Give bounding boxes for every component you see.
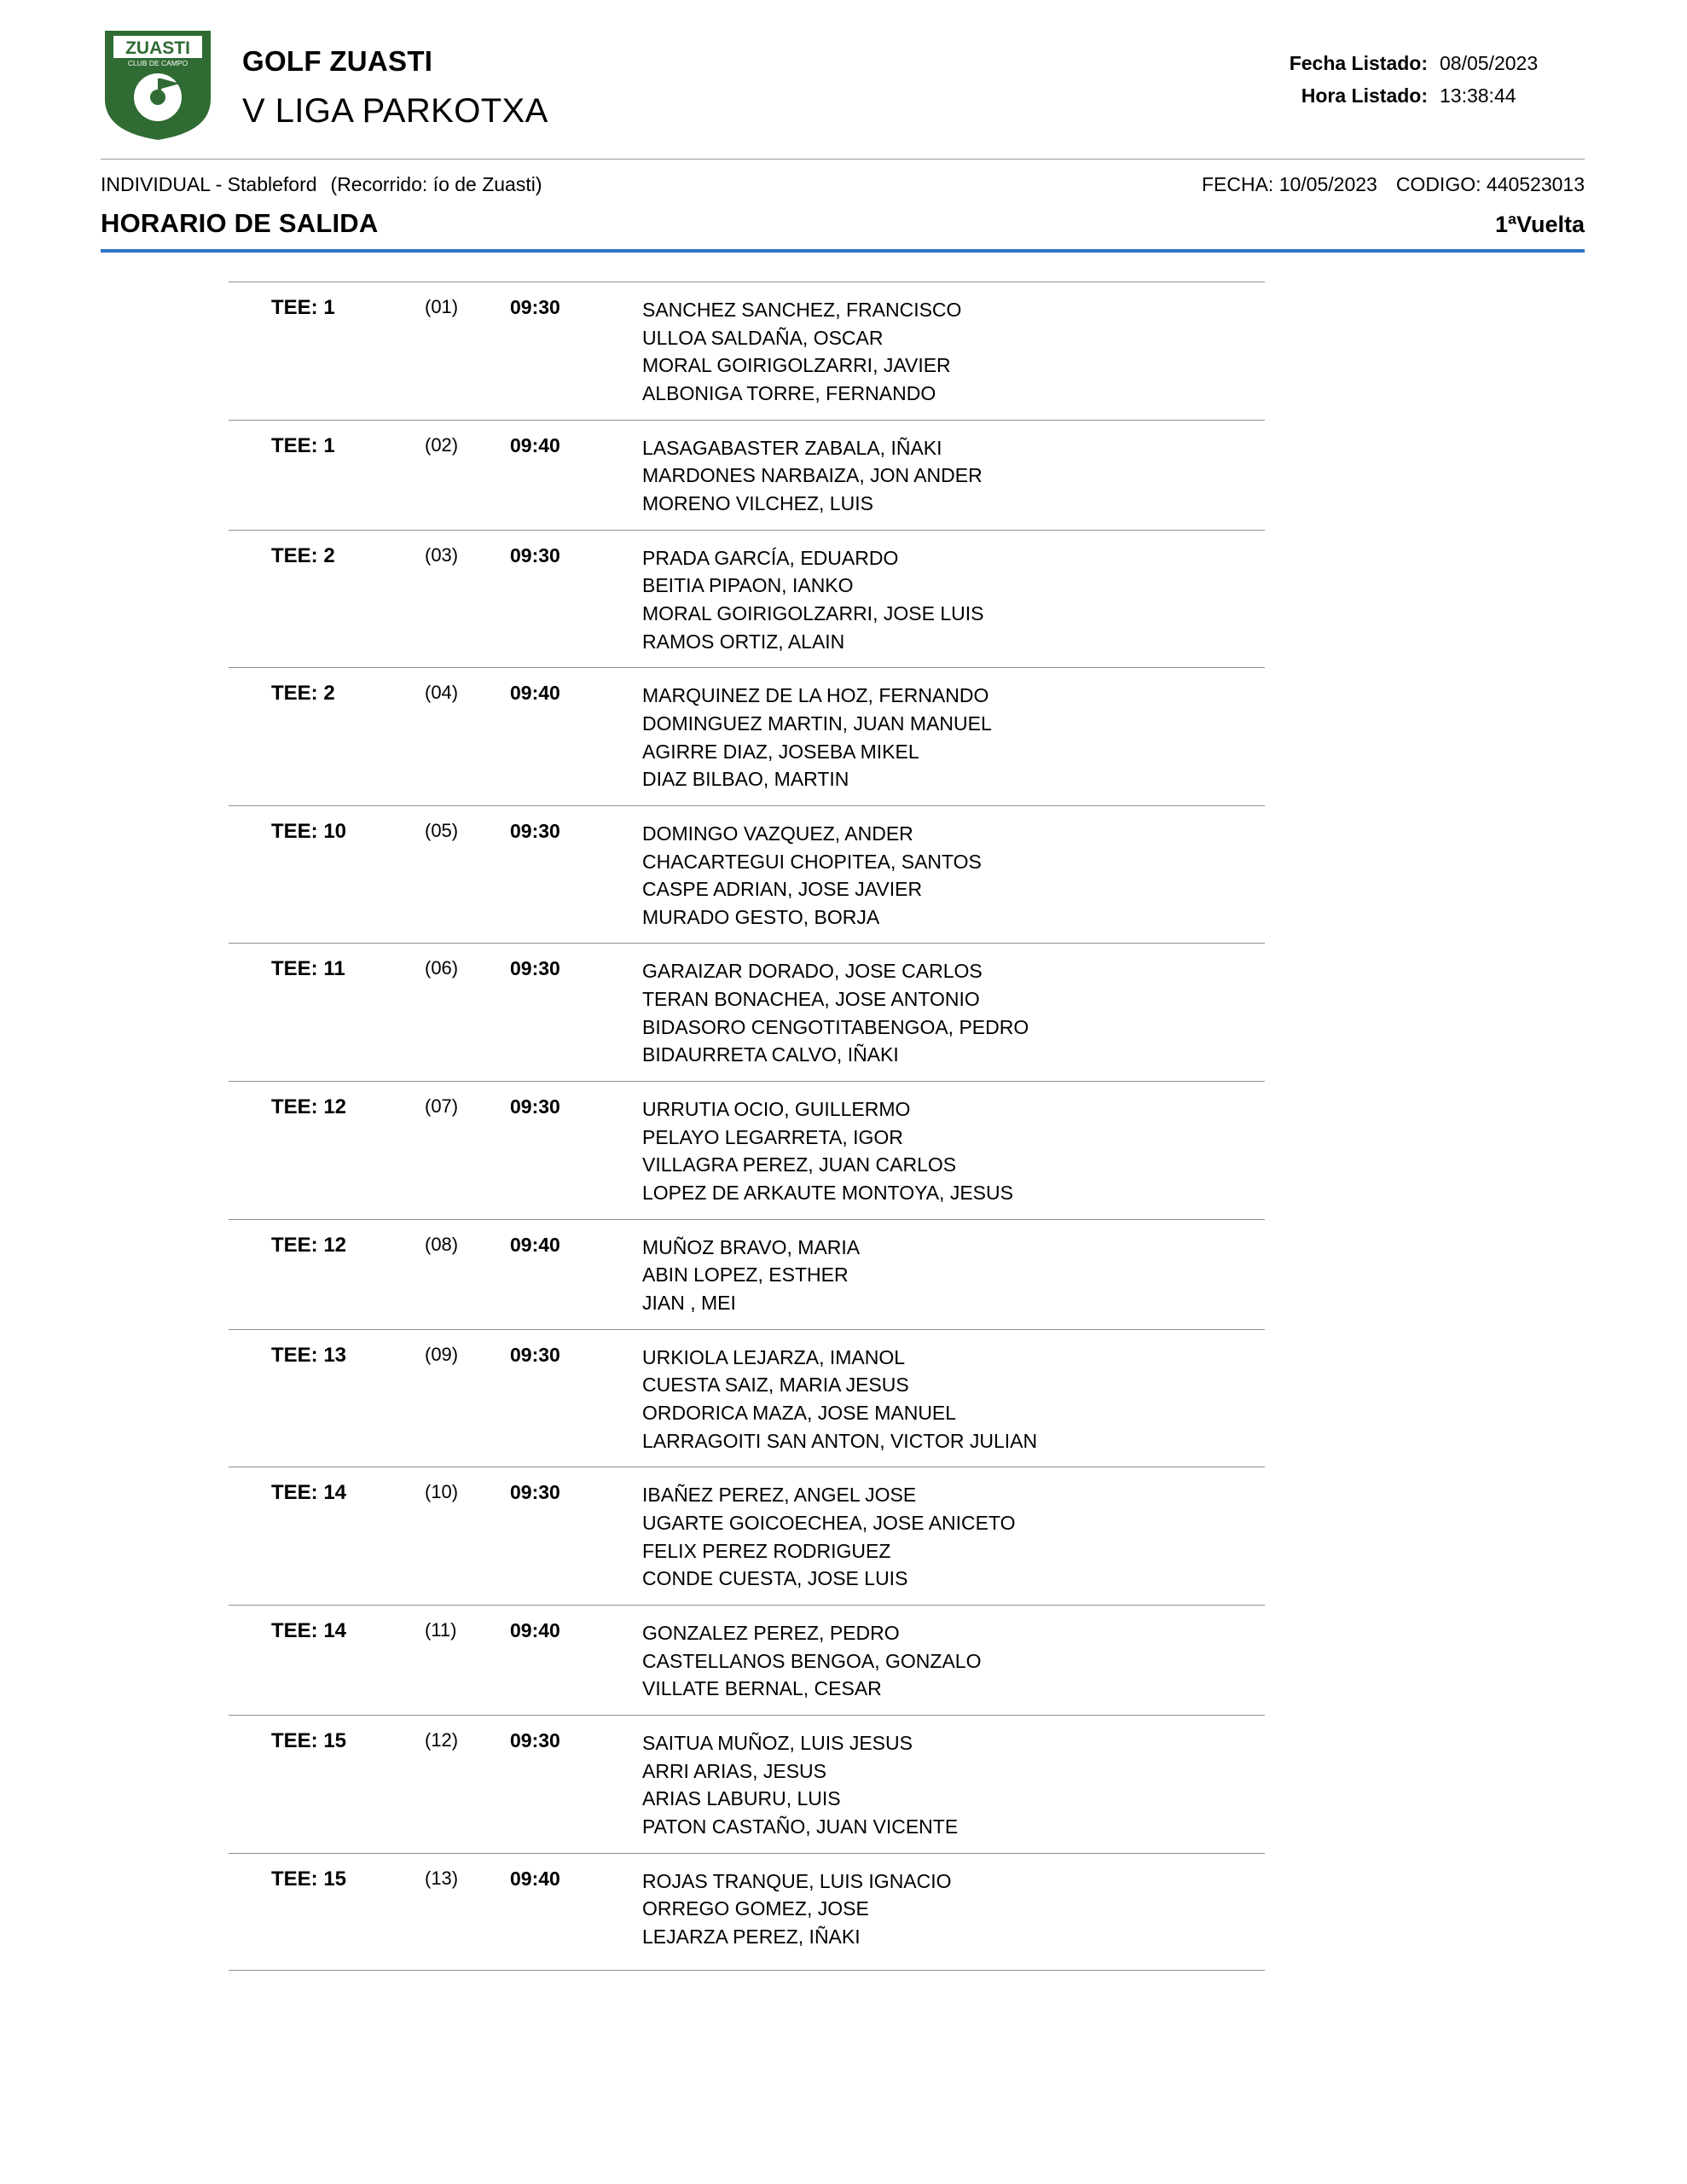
codigo-label: CODIGO: 440523013: [1395, 173, 1585, 195]
group-number: (12): [425, 1728, 459, 1751]
page-title: HORARIO DE SALIDA: [101, 208, 379, 238]
group-number: (11): [425, 1618, 457, 1641]
svg-text:CLUB DE CAMPO: CLUB DE CAMPO: [127, 59, 188, 67]
tee-time: 09:40: [510, 682, 560, 705]
fecha-label: FECHA: 10/05/2023: [1201, 173, 1377, 195]
fecha-listado-value: 08/05/2023: [1440, 52, 1539, 74]
table-row: [229, 1467, 1265, 1605]
player-list: [642, 1619, 1265, 1703]
player-name: MORENO VILCHEZ, LUIS: [642, 491, 873, 514]
player-list: [642, 434, 1265, 518]
player-list: [642, 296, 1265, 408]
player-name: LASAGABASTER ZABALA, IÑAKI: [642, 436, 942, 459]
player-name: PRADA GARCÍA, EDUARDO: [642, 546, 899, 569]
document-header: [0, 24, 1687, 143]
player-name: CASPE ADRIAN, JOSE JAVIER: [642, 878, 923, 901]
competition-format: [101, 173, 542, 196]
player-name: ORDORICA MAZA, JOSE MANUEL: [642, 1402, 957, 1424]
player-name: RAMOS ORTIZ, ALAIN: [642, 630, 845, 653]
tee-time: 09:40: [510, 1867, 560, 1890]
player-name: ARRI ARIAS, JESUS: [642, 1759, 827, 1782]
player-name: MURADO GESTO, BORJA: [642, 905, 880, 928]
player-name: URKIOLA LEJARZA, IMANOL: [642, 1345, 906, 1368]
player-name: SANCHEZ SANCHEZ, FRANCISCO: [642, 299, 962, 321]
document-titlebar: [0, 196, 1687, 239]
tee-time: 09:30: [510, 296, 560, 318]
group-number: (02): [425, 433, 459, 456]
player-name: ARIAS LABURU, LUIS: [642, 1787, 841, 1810]
competition-subheader: [0, 160, 1687, 196]
player-name: FELIX PEREZ RODRIGUEZ: [642, 1539, 891, 1562]
player-name: AGIRRE DIAZ, JOSEBA MIKEL: [642, 740, 919, 763]
group-number: (07): [425, 1095, 459, 1118]
fecha-listado-label: Fecha Listado:: [1289, 52, 1428, 74]
player-name: VILLATE BERNAL, CESAR: [642, 1677, 882, 1700]
player-name: IBAÑEZ PEREZ, ANGEL JOSE: [642, 1484, 917, 1507]
player-list: [642, 957, 1265, 1069]
club-name: GOLF ZUASTI: [242, 45, 433, 77]
player-name: MORAL GOIRIGOLZARRI, JAVIER: [642, 354, 951, 377]
player-name: BIDASORO CENGOTITABENGOA, PEDRO: [642, 1015, 1029, 1038]
player-name: ABIN LOPEZ, ESTHER: [642, 1263, 849, 1287]
player-name: ORREGO GOMEZ, JOSE: [642, 1897, 869, 1920]
course-label: (Recorrido: ío de Zuasti): [330, 173, 542, 195]
player-name: ULLOA SALDAÑA, OSCAR: [642, 326, 884, 349]
tee-time: 09:40: [510, 1618, 560, 1641]
player-name: JIAN , MEI: [642, 1292, 736, 1315]
player-name: CUESTA SAIZ, MARIA JESUS: [642, 1374, 909, 1397]
tee-label: TEE: 1: [271, 433, 335, 457]
tee-times-list: [0, 282, 1687, 1971]
player-name: UGARTE GOICOECHEA, JOSE ANICETO: [642, 1511, 1016, 1534]
tee-time: 09:30: [510, 819, 560, 842]
group-number: (06): [425, 957, 459, 979]
group-number: (03): [425, 543, 459, 566]
accent-divider: [101, 249, 1585, 253]
player-name: ROJAS TRANQUE, LUIS IGNACIO: [642, 1869, 952, 1892]
tee-label: TEE: 14: [271, 1618, 347, 1642]
group-number: (08): [425, 1233, 459, 1255]
table-row: [229, 1715, 1265, 1853]
player-name: SAITUA MUÑOZ, LUIS JESUS: [642, 1731, 913, 1754]
player-name: BEITIA PIPAON, IANKO: [642, 574, 854, 597]
group-number: (10): [425, 1481, 459, 1503]
group-number: (04): [425, 682, 459, 704]
title-block: [222, 24, 1290, 131]
tee-time: 09:30: [510, 1481, 560, 1504]
competition-identifiers: [1202, 173, 1585, 196]
group-number: (01): [425, 296, 459, 317]
tee-label: TEE: 2: [271, 543, 335, 567]
table-row: [229, 1605, 1265, 1715]
tee-label: TEE: 1: [271, 296, 335, 319]
tee-time: 09:40: [510, 433, 560, 456]
player-name: MARDONES NARBAIZA, JON ANDER: [642, 464, 983, 487]
player-list: [642, 1729, 1265, 1841]
table-row: [229, 282, 1265, 420]
table-row: [229, 805, 1265, 944]
round-label: 1ªVuelta: [1494, 212, 1585, 237]
player-name: BIDAURRETA CALVO, IÑAKI: [642, 1043, 899, 1066]
league-name: V LIGA PARKOTXA: [242, 91, 548, 130]
table-row: [229, 943, 1265, 1081]
tee-label: TEE: 13: [271, 1343, 347, 1367]
tee-label: TEE: 12: [271, 1233, 347, 1257]
table-row: [229, 1853, 1265, 1963]
tee-time: 09:30: [510, 957, 560, 980]
player-name: DOMINGO VAZQUEZ, ANDER: [642, 822, 913, 845]
tee-label: TEE: 2: [271, 682, 335, 706]
player-list: [642, 1095, 1265, 1207]
table-row: [229, 530, 1265, 668]
player-name: DIAZ BILBAO, MARTIN: [642, 768, 849, 791]
table-row: [229, 1081, 1265, 1219]
player-name: MUÑOZ BRAVO, MARIA: [642, 1235, 861, 1258]
tee-time: 09:30: [510, 543, 560, 566]
hora-listado-value: 13:38:44: [1440, 84, 1516, 107]
tee-times-container: [101, 282, 1585, 1963]
tee-time: 09:30: [510, 1343, 560, 1366]
format-label: INDIVIDUAL - Stableford: [101, 173, 317, 195]
player-name: LEJARZA PEREZ, IÑAKI: [642, 1925, 861, 1948]
player-name: TERAN BONACHEA, JOSE ANTONIO: [642, 988, 980, 1011]
table-row: [229, 1219, 1265, 1329]
player-name: LOPEZ DE ARKAUTE MONTOYA, JESUS: [642, 1182, 1013, 1205]
player-list: [642, 544, 1265, 656]
tee-label: TEE: 14: [271, 1481, 347, 1505]
player-list: [642, 682, 1265, 793]
club-logo: [94, 24, 222, 143]
player-name: GARAIZAR DORADO, JOSE CARLOS: [642, 960, 983, 983]
player-name: PATON CASTAÑO, JUAN VICENTE: [642, 1815, 959, 1838]
player-name: MARQUINEZ DE LA HOZ, FERNANDO: [642, 684, 989, 707]
player-list: [642, 820, 1265, 932]
table-row: [229, 420, 1265, 530]
list-bottom-divider: [229, 1970, 1265, 1971]
hora-listado-row: [1290, 80, 1585, 113]
player-name: PELAYO LEGARRETA, IGOR: [642, 1125, 903, 1148]
tee-label: TEE: 15: [271, 1728, 347, 1752]
player-name: MORAL GOIRIGOLZARRI, JOSE LUIS: [642, 601, 984, 624]
tee-label: TEE: 10: [271, 819, 347, 843]
player-name: GONZALEZ PEREZ, PEDRO: [642, 1621, 900, 1644]
player-name: ALBONIGA TORRE, FERNANDO: [642, 381, 936, 404]
group-number: (09): [425, 1343, 459, 1365]
table-row: [229, 1329, 1265, 1467]
listing-meta: [1290, 24, 1585, 113]
player-list: [642, 1344, 1265, 1455]
player-name: CHACARTEGUI CHOPITEA, SANTOS: [642, 850, 982, 873]
fecha-listado-row: [1290, 48, 1585, 80]
player-name: VILLAGRA PEREZ, JUAN CARLOS: [642, 1153, 957, 1176]
tee-time: 09:40: [510, 1233, 560, 1256]
tee-time: 09:30: [510, 1095, 560, 1118]
tee-label: TEE: 11: [271, 957, 345, 981]
tee-label: TEE: 12: [271, 1095, 347, 1119]
player-list: [642, 1234, 1265, 1317]
player-name: URRUTIA OCIO, GUILLERMO: [642, 1098, 911, 1121]
player-name: CONDE CUESTA, JOSE LUIS: [642, 1567, 908, 1590]
hora-listado-label: Hora Listado:: [1301, 84, 1428, 107]
table-row: [229, 667, 1265, 805]
player-list: [642, 1481, 1265, 1593]
player-name: CASTELLANOS BENGOA, GONZALO: [642, 1649, 982, 1672]
group-number: (05): [425, 819, 459, 841]
player-list: [642, 1867, 1265, 1951]
svg-text:ZUASTI: ZUASTI: [125, 38, 190, 58]
tee-label: TEE: 15: [271, 1867, 347, 1891]
tee-time: 09:30: [510, 1728, 560, 1751]
player-name: DOMINGUEZ MARTIN, JUAN MANUEL: [642, 712, 992, 735]
group-number: (13): [425, 1867, 459, 1889]
player-name: LARRAGOITI SAN ANTON, VICTOR JULIAN: [642, 1429, 1038, 1452]
